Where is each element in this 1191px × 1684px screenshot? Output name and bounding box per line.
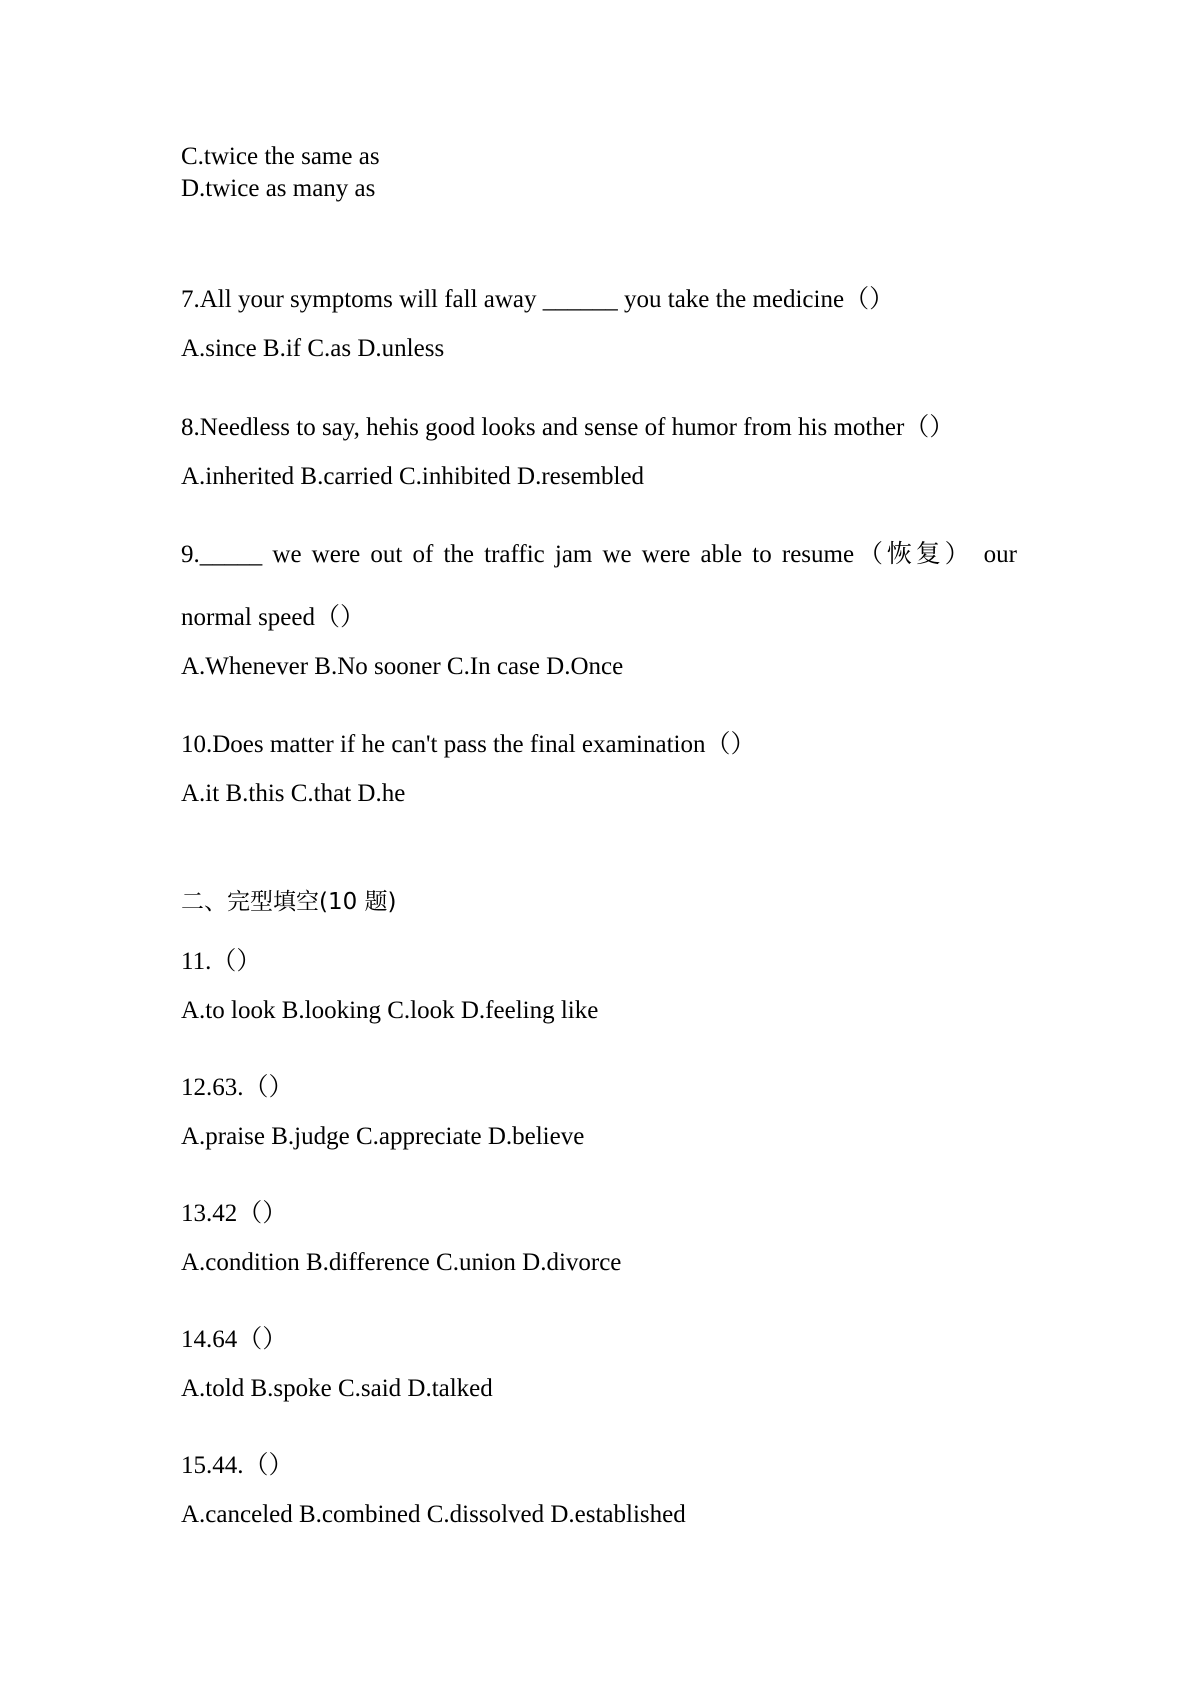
question-8-stem: 8.Needless to say, hehis good looks and sense of humor from his mother（） [181, 414, 955, 441]
question-9-stem-line1: 9._____ we were out of the traffic jam we were able to resume（恢复） our [181, 541, 1017, 568]
question-9-stem-line2: normal speed（） [181, 604, 365, 631]
question-11-options: A.to look B.looking C.look D.feeling like [181, 997, 599, 1024]
question-14-stem: 14.64（） [181, 1326, 288, 1353]
question-7-options: A.since B.if C.as D.unless [181, 335, 445, 362]
option-d-prev: D.twice as many as [181, 175, 376, 202]
question-10-stem: 10.Does matter if he can't pass the final examination（） [181, 731, 756, 758]
section-2-heading: 二、完型填空(10 题) [181, 889, 397, 915]
question-8-options: A.inherited B.carried C.inhibited D.resembled [181, 463, 645, 490]
question-14-options: A.told B.spoke C.said D.talked [181, 1375, 493, 1402]
question-12-stem: 12.63.（） [181, 1074, 294, 1101]
question-15-options: A.canceled B.combined C.dissolved D.established [181, 1501, 686, 1528]
question-10-options: A.it B.this C.that D.he [181, 780, 406, 807]
question-15-stem: 15.44.（） [181, 1452, 294, 1479]
question-11-stem: 11.（） [181, 948, 262, 975]
question-9-options: A.Whenever B.No sooner C.In case D.Once [181, 653, 624, 680]
option-c-prev: C.twice the same as [181, 143, 380, 170]
question-13-stem: 13.42（） [181, 1200, 288, 1227]
question-13-options: A.condition B.difference C.union D.divorce [181, 1249, 622, 1276]
question-12-options: A.praise B.judge C.appreciate D.believe [181, 1123, 585, 1150]
question-7-stem: 7.All your symptoms will fall away ______ you take the medicine（） [181, 286, 895, 313]
